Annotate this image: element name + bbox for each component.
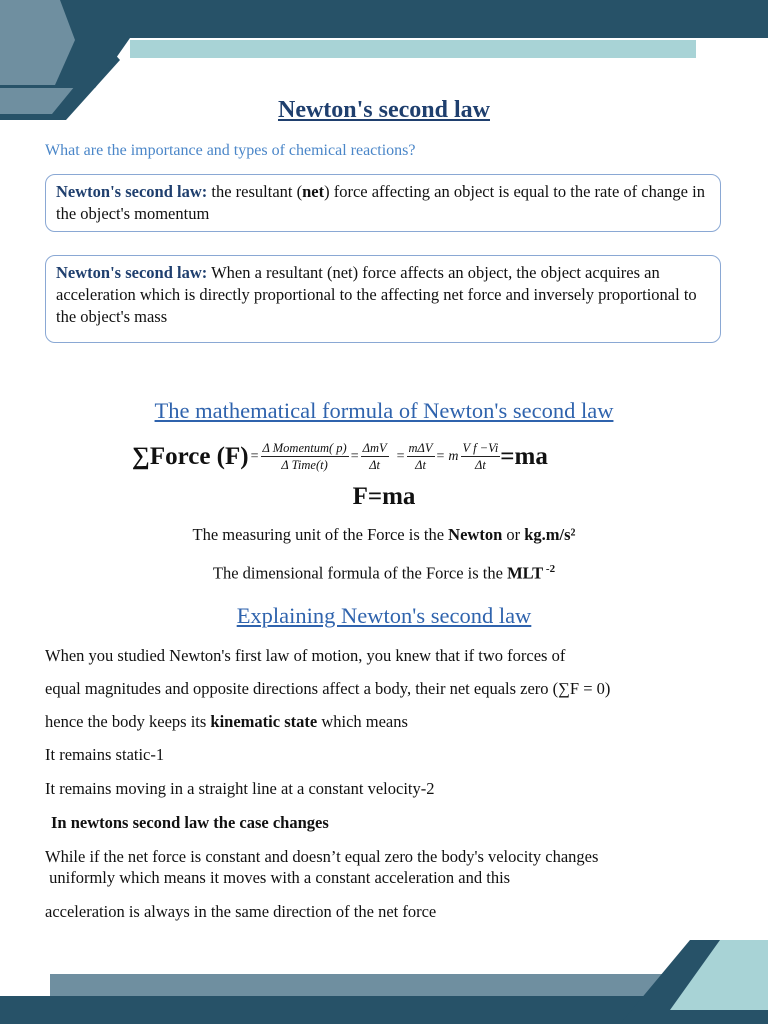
explain-line-5: It remains moving in a straight line at a constant velocity-2: [45, 779, 435, 798]
fraction-numerator: V f −Vi: [462, 441, 499, 455]
explain-line-9: acceleration is always in the same direction of the net force: [45, 902, 437, 921]
unit-newton: Newton: [448, 525, 503, 544]
definition-text: When a resultant (net) force affects an object, the object acquires an acceleration which is directly proportional to the affecting net force and inversely proportional to the object's mass: [56, 263, 697, 326]
unit-or: or: [502, 525, 525, 544]
explain-line-3: [45, 712, 408, 732]
definition-term: Newton's second law:: [56, 182, 208, 201]
dimension-line: [0, 563, 768, 584]
explain-line-1: When you studied Newton's first law of motion, you knew that if two forces of: [45, 646, 566, 665]
unit-si: kg.m/s²: [524, 525, 576, 544]
formula-lhs: ∑Force (F): [132, 442, 249, 470]
fraction-numerator: ΔmV: [362, 441, 387, 455]
formula-rhs: =ma: [500, 442, 548, 470]
formula-m: m: [448, 448, 459, 464]
kinematic-state-bold: kinematic state: [210, 712, 318, 731]
explain-line-7: While if the net force is constant and doesn’t equal zero the body's velocity changes: [45, 847, 599, 866]
definition-box-2: [45, 255, 721, 343]
explain-line-2: equal magnitudes and opposite directions affect a body, their net equals zero (∑F = 0): [45, 679, 611, 698]
bottom-decoration: [0, 940, 768, 1024]
explain-text: which means: [317, 712, 408, 731]
definition-term: Newton's second law:: [56, 263, 208, 282]
fraction-denominator: Δ Time(t): [281, 458, 328, 472]
fraction-denominator: Δt: [415, 458, 426, 472]
fraction-numerator: Δ Momentum( p): [262, 441, 347, 455]
formula-equals: =: [250, 448, 259, 464]
fraction-denominator: Δt: [475, 458, 486, 472]
dimension-prefix: The dimensional formula of the Force is the: [212, 563, 508, 583]
fraction-m-delta-v: [407, 440, 435, 473]
unit-line: [0, 525, 768, 545]
explain-line-6: In newtons second law the case changes: [51, 813, 329, 832]
formula-heading: The mathematical formula of Newton's second law: [154, 398, 614, 423]
explain-text: hence the body keeps its: [45, 712, 211, 731]
definition-box-1: [45, 174, 721, 232]
definition-text-rest: ) force affecting an object is equal to the rate of change in the object's momentum: [56, 182, 705, 223]
page-title: Newton's second law: [277, 97, 490, 123]
fraction-numerator: mΔV: [408, 441, 433, 455]
fraction-velocity-change: [461, 440, 501, 473]
force-formula: [132, 440, 548, 473]
formula-equals: =: [436, 448, 445, 464]
dimension-exponent: -2: [543, 563, 556, 575]
unit-prefix: The measuring unit of the Force is the: [192, 525, 449, 544]
fraction-momentum-time: [261, 440, 349, 473]
dimension-mlt: MLT: [507, 563, 544, 583]
explain-heading: Explaining Newton's second law: [236, 603, 532, 628]
f-equals-ma: F=ma: [352, 483, 416, 510]
fraction-mv: [361, 440, 389, 473]
definition-bold: net: [302, 182, 325, 201]
formula-equals: =: [396, 448, 405, 464]
subtitle: What are the importance and types of chemical reactions?: [45, 142, 416, 159]
definition-text: the resultant (: [207, 182, 303, 201]
explain-line-4: It remains static-1: [45, 745, 165, 764]
explain-line-8: uniformly which means it moves with a constant acceleration and this: [45, 868, 511, 887]
fraction-denominator: Δt: [369, 458, 381, 472]
formula-equals: =: [350, 448, 359, 464]
